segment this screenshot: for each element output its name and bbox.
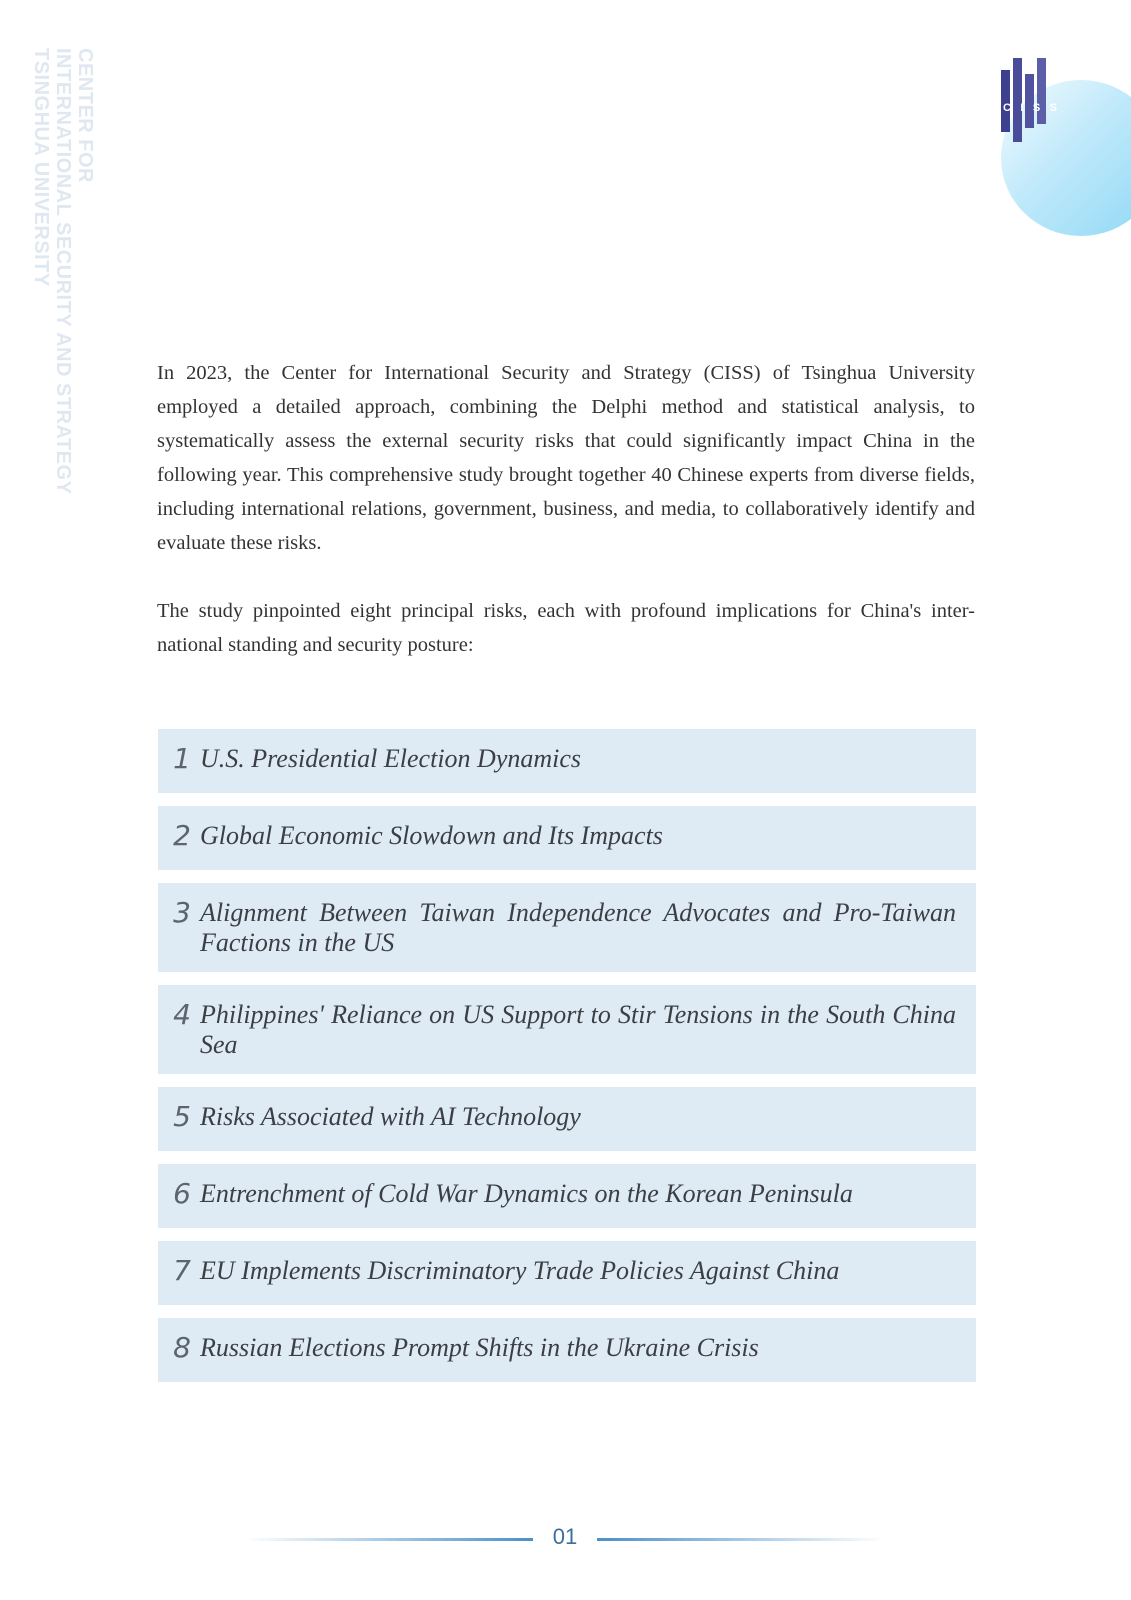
risk-item xyxy=(158,1164,976,1228)
risk-item xyxy=(158,883,976,972)
logo-wordmark xyxy=(1003,102,1057,114)
side-text-line-1: CENTER FOR xyxy=(74,48,96,183)
risk-number: 2 xyxy=(173,819,191,852)
side-text-line-3: TSINGHUA UNIVERSITY xyxy=(30,48,52,287)
risk-number: 8 xyxy=(173,1331,191,1364)
risk-item xyxy=(158,1087,976,1151)
risk-title: EU Implements Discriminatory Trade Policies Against China xyxy=(200,1256,840,1285)
risk-title: Risks Associated with AI Technology xyxy=(200,1102,581,1131)
risk-title: U.S. Presidential Election Dynamics xyxy=(200,744,582,773)
risk-item xyxy=(158,1241,976,1305)
risk-number: 5 xyxy=(173,1100,191,1133)
risk-number: 3 xyxy=(173,896,191,929)
risk-number: 6 xyxy=(173,1177,191,1210)
risk-number: 4 xyxy=(173,998,191,1031)
logo-letter: S xyxy=(1032,102,1041,114)
risk-item xyxy=(158,985,976,1074)
risk-item xyxy=(158,729,976,793)
risk-item xyxy=(158,806,976,870)
footer-divider-right xyxy=(597,1538,885,1541)
risk-title: Alignment Between Taiwan Independence Advocates and Pro-Taiwan Factions in the US xyxy=(200,898,956,957)
logo-letter: S xyxy=(1049,102,1057,114)
risk-title: Entrenchment of Cold War Dynamics on the Korean Peninsula xyxy=(200,1179,853,1208)
footer-divider-left xyxy=(245,1538,533,1541)
logo-letter: C xyxy=(1003,102,1011,114)
intro-section xyxy=(157,356,975,662)
risk-list xyxy=(158,729,976,1395)
intro-paragraph-2: The study pinpointed eight principal risks, each with profound implications for China's inter-national standing and security posture: xyxy=(157,600,975,656)
risk-title: Philippines' Reliance on US Support to Stir Tensions in the South China Sea xyxy=(200,1000,956,1059)
side-institution-label xyxy=(30,48,96,494)
risk-item xyxy=(158,1318,976,1382)
risk-number: 1 xyxy=(173,742,191,775)
logo-bars-icon xyxy=(1001,58,1057,142)
intro-paragraph-1: In 2023, the Center for International Security and Strategy (CISS) of Tsinghua University employed a detailed approach, combining the Delphi method and statistical analysis, to systematically assess the external security risks that could significantly impact China in the following year. This comprehensive study brought together 40 Chinese experts from diverse fields, including international relations, government, business, and media, to collaboratively identify and evaluate these risks. xyxy=(157,362,975,554)
side-text-line-2: INTERNATIONAL SECURITY AND STRATEGY xyxy=(52,48,74,495)
ciss-logo xyxy=(981,0,1131,240)
logo-letter: I xyxy=(1020,102,1024,114)
page-number: 01 xyxy=(552,1524,578,1549)
risk-number: 7 xyxy=(173,1254,191,1287)
risk-title: Russian Elections Prompt Shifts in the Ukraine Crisis xyxy=(200,1333,759,1362)
page-footer xyxy=(245,1520,885,1556)
risk-title: Global Economic Slowdown and Its Impacts xyxy=(200,821,663,850)
